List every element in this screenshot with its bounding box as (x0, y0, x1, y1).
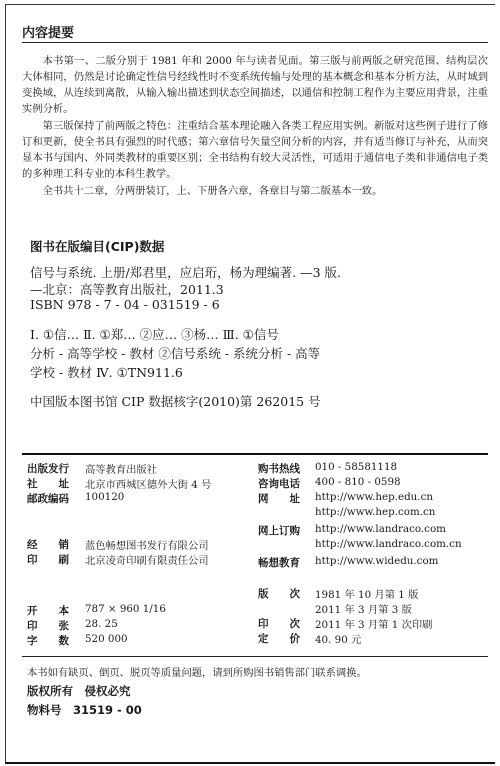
wide-education-label: 畅想教育 (258, 557, 300, 569)
consult-phone-value: 400 - 810 - 0598 (315, 476, 401, 488)
distributor-label: 经 销 (27, 539, 69, 551)
consult-phone-label: 咨询电话 (258, 478, 300, 490)
website-link-2[interactable]: http://www.hep.com.cn (315, 506, 436, 518)
postcode-value: 100120 (85, 491, 125, 503)
online-order-link-1[interactable]: http://www.landraco.com (315, 523, 446, 535)
format-label: 开 本 (27, 605, 69, 617)
website-label: 网 址 (258, 493, 300, 505)
summary-divider (22, 42, 488, 43)
cip-library-number: 中国版本图书馆 CIP 数据核字(2010)第 262015 号 (30, 394, 321, 409)
online-order-link-2[interactable]: http://www.landraco.com.cn (315, 538, 462, 550)
hotline-label: 购书热线 (258, 463, 300, 475)
summary-paragraph-2: 第三版保持了前两版之特色：注重结合基本理论融入各类工程应用实例。新版对这些例子进行了修订和更新，使全书具有强烈的时代感；第六章信号矢量空间分析的内容，并有适当修订与补充，从而突显本书与国内、外同类教材的重要区别；全书结构有较大灵活性，可适用于通信电子类和非通信电子类的多种理工科专业的本科生教学。 (22, 120, 488, 180)
address-label: 社 址 (27, 478, 69, 490)
price-label: 定 价 (258, 633, 300, 645)
publisher-divider (22, 453, 488, 455)
cip-line-1: 信号与系统. 上册/郑君里，应启珩，杨为理编著. —3 版. (30, 265, 342, 280)
cip-isbn: ISBN 978 - 7 - 04 - 031519 - 6 (30, 297, 220, 312)
printing-label: 印 次 (258, 618, 300, 630)
price-value: 40. 90 元 (315, 634, 362, 646)
wide-education-link[interactable]: http://www.widedu.com (315, 555, 439, 567)
publisher-label: 出版发行 (27, 463, 69, 475)
edition-label: 版 次 (258, 588, 300, 600)
publisher-value: 高等教育出版社 (85, 464, 158, 476)
edition-value-1: 1981 年 10 月第 1 版 (315, 589, 419, 601)
printer-value: 北京凌奇印刷有限责任公司 (85, 555, 209, 567)
website-link-1[interactable]: http://www.hep.edu.cn (315, 491, 433, 503)
cip-class-line-1: Ⅰ. ①信… Ⅱ. ①郑… ②应… ③杨… Ⅲ. ①信号 (30, 327, 279, 342)
summary-paragraph-1: 本书第一、二版分别于 1981 年和 2000 年与读者见面。第三版与前两版之研究范围、结构层次大体相同，仍然是讨论确定性信号经线性时不变系统传输与处理的基本概念和基本分析方法，从时域到变换域，从连续到离散，从输入输出描述到状态空间描述，以通信和控制工程作为主要应用背景，注重实例分析。 (22, 55, 488, 115)
postcode-label: 邮政编码 (27, 493, 69, 505)
address-value: 北京市西城区德外大街 4 号 (85, 479, 212, 491)
printing-value: 2011 年 3 月第 1 次印刷 (315, 619, 433, 631)
edition-value-2: 2011 年 3 月第 3 版 (315, 604, 412, 616)
sheets-label: 印 张 (27, 620, 69, 632)
cip-line-2: —北京：高等教育出版社，2011.3 (30, 282, 224, 297)
quality-notice: 本书如有缺页、倒页、脱页等质量问题，请到所购图书销售部门联系调换。 (27, 667, 367, 679)
sheets-value: 28. 25 (85, 618, 118, 630)
word-count-value: 520 000 (85, 633, 128, 645)
footer-divider (22, 656, 488, 657)
cip-heading: 图书在版编目(CIP)数据 (30, 239, 165, 254)
material-number: 物料号 31519 - 00 (27, 703, 142, 717)
copyright-notice: 版权所有 侵权必究 (27, 684, 131, 698)
printer-label: 印 刷 (27, 554, 69, 566)
summary-paragraph-3: 全书共十二章，分两册装订，上、下册各六章，各章目与第二版基本一致。 (42, 185, 383, 197)
hotline-value: 010 - 58581118 (315, 461, 398, 473)
summary-heading: 内容提要 (22, 26, 75, 41)
cip-class-line-2: 分析 - 高等学校 - 教材 ②信号系统 - 系统分析 - 高等 (30, 346, 321, 361)
format-value: 787 × 960 1/16 (85, 603, 166, 615)
cip-class-line-3: 学校 - 教材 Ⅳ. ①TN911.6 (30, 365, 183, 380)
online-order-label: 网上订购 (258, 525, 300, 537)
word-count-label: 字 数 (27, 635, 69, 647)
distributor-value: 蓝色畅想图书发行有限公司 (85, 540, 209, 552)
